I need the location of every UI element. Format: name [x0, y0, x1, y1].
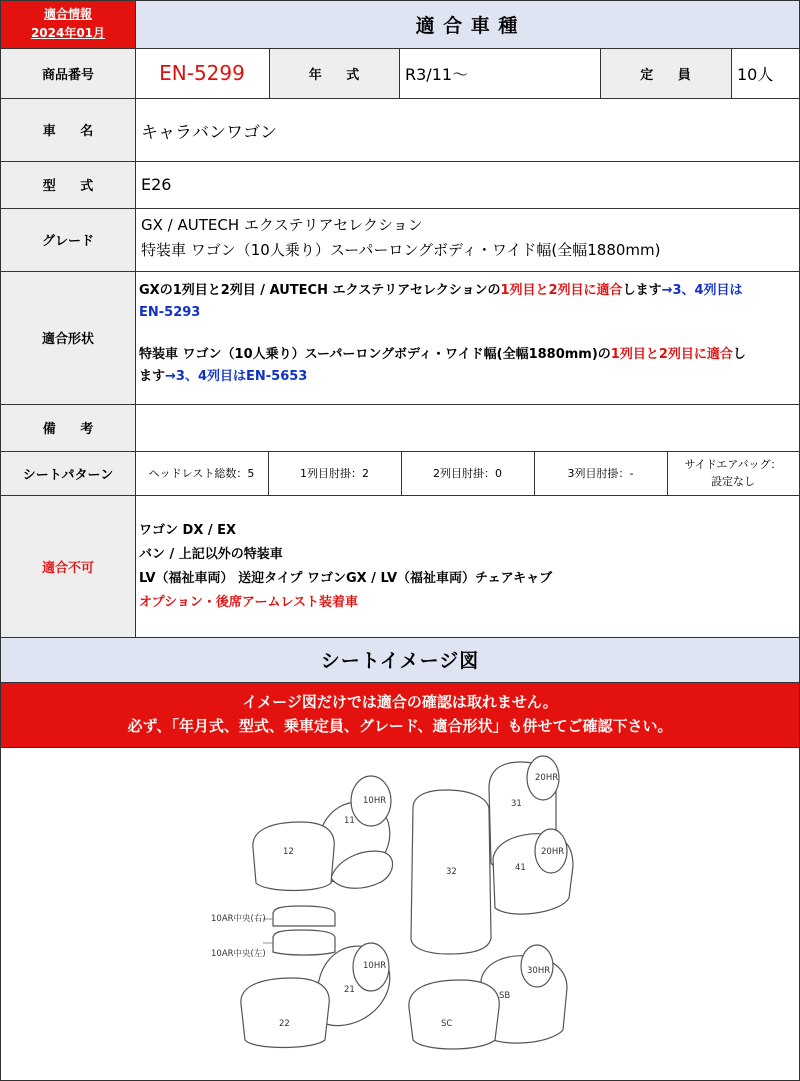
fit-text: GXの1列目と2列目 / AUTECH エクステリアセレクションの	[139, 283, 501, 298]
not-fit-item: バン / 上記以外の特装車	[139, 547, 283, 562]
label-30hr: 30HR	[527, 966, 551, 976]
fit-highlight: 1列目と2列目に適合	[500, 283, 623, 298]
fit-shape-value	[135, 271, 799, 404]
label-seat-12: 12	[283, 847, 294, 857]
product-number-value: EN-5299	[159, 61, 245, 85]
label-20hr-mid: 20HR	[541, 847, 565, 857]
year-value: R3/11〜	[405, 64, 469, 84]
label-seat-11: 11	[344, 816, 355, 826]
fit-highlight: 1列目と2列目に適合	[610, 347, 733, 362]
label-10hr-rear: 10HR	[363, 961, 387, 971]
seat-pattern-label: シートパターン	[1, 451, 135, 495]
warning-line-1: イメージ図だけでは適合の確認は取れません。	[242, 693, 558, 711]
fit-text: します	[622, 283, 662, 298]
fit-text: し	[732, 347, 746, 362]
label-seat-sc: SC	[441, 1019, 453, 1029]
row1-armrest: 1列目肘掛：2	[300, 467, 369, 480]
row3-armrest: 3列目肘掛：-	[567, 467, 634, 480]
grade-value	[135, 208, 799, 271]
label-seat-41: 41	[515, 863, 526, 873]
row2-armrest: 2列目肘掛：0	[433, 467, 502, 480]
seat-22-cushion	[241, 978, 329, 1048]
fit-shape-paragraph-2	[139, 344, 793, 388]
car-name-value: キャラバンワゴン	[141, 123, 277, 143]
not-fit-item: LV（福祉車両） 送迎タイプ ワゴンGX / LV（福祉車両）チェアキャブ	[139, 571, 553, 586]
grade-line-2: 特装車 ワゴン（10人乗り）スーパーロングボディ・ワイド幅(全幅1880mm)	[141, 241, 661, 259]
warning-banner	[1, 682, 799, 747]
badge-date: 2024年01月	[30, 26, 106, 40]
seat-diagram	[1, 748, 799, 1079]
label-armrest-left: 10AR中央(左)	[211, 949, 266, 959]
label-seat-sb: SB	[499, 991, 511, 1001]
not-fit-list	[135, 495, 799, 637]
product-number-label: 商品番号	[1, 48, 135, 98]
model-label: 型 式	[1, 161, 135, 208]
headrest-count: ヘッドレスト総数：5	[148, 467, 255, 480]
badge-title: 適合情報	[43, 7, 92, 21]
fit-shape-paragraph-1	[139, 280, 793, 324]
label-20hr-top: 20HR	[535, 773, 559, 783]
fit-reference: →3、4列目は	[661, 283, 743, 298]
label-seat-21: 21	[344, 985, 355, 995]
year-label: 年 式	[269, 48, 399, 98]
armrest-right	[273, 906, 335, 926]
label-seat-31: 31	[511, 799, 522, 809]
label-armrest-right: 10AR中央(右)	[211, 914, 266, 924]
fit-reference-product: EN-5293	[139, 305, 201, 320]
label-seat-22: 22	[279, 1019, 290, 1029]
header-title: 適 合 車 種	[135, 1, 799, 48]
label-10hr-front: 10HR	[363, 796, 387, 806]
seat-image-title: シートイメージ図	[1, 637, 799, 682]
fit-text: ます	[139, 369, 166, 384]
airbag-label: サイドエアバッグ：	[684, 458, 782, 471]
capacity-label: 定 員	[600, 48, 731, 98]
model-value: E26	[141, 175, 172, 194]
fit-reference: →3、4列目はEN-5653	[165, 369, 308, 384]
date-badge	[1, 1, 135, 48]
remarks-label: 備 考	[1, 404, 135, 451]
not-fit-label: 適合不可	[1, 495, 135, 637]
seat-sc-cushion	[409, 980, 499, 1049]
car-name-label: 車 名	[1, 98, 135, 161]
fit-text: 特装車 ワゴン（10人乗り）スーパーロングボディ・ワイド幅(全幅1880mm)の	[139, 347, 611, 362]
not-fit-item-option: オプション・後席アームレスト装着車	[139, 595, 359, 610]
side-airbag	[667, 451, 799, 495]
warning-line-2: 必ず、「年月式、型式、乗車定員、グレード、適合形状」も併せてご確認下さい。	[127, 717, 673, 735]
armrest-left	[273, 930, 335, 955]
fit-shape-label: 適合形状	[1, 271, 135, 404]
remarks-value	[135, 404, 799, 451]
grade-label: グレード	[1, 208, 135, 271]
not-fit-item: ワゴン DX / EX	[139, 523, 237, 538]
label-seat-32: 32	[446, 867, 457, 877]
airbag-value: 設定なし	[711, 475, 755, 488]
grade-line-1: GX / AUTECH エクステリアセレクション	[141, 216, 423, 234]
capacity-value: 10人	[737, 65, 774, 84]
